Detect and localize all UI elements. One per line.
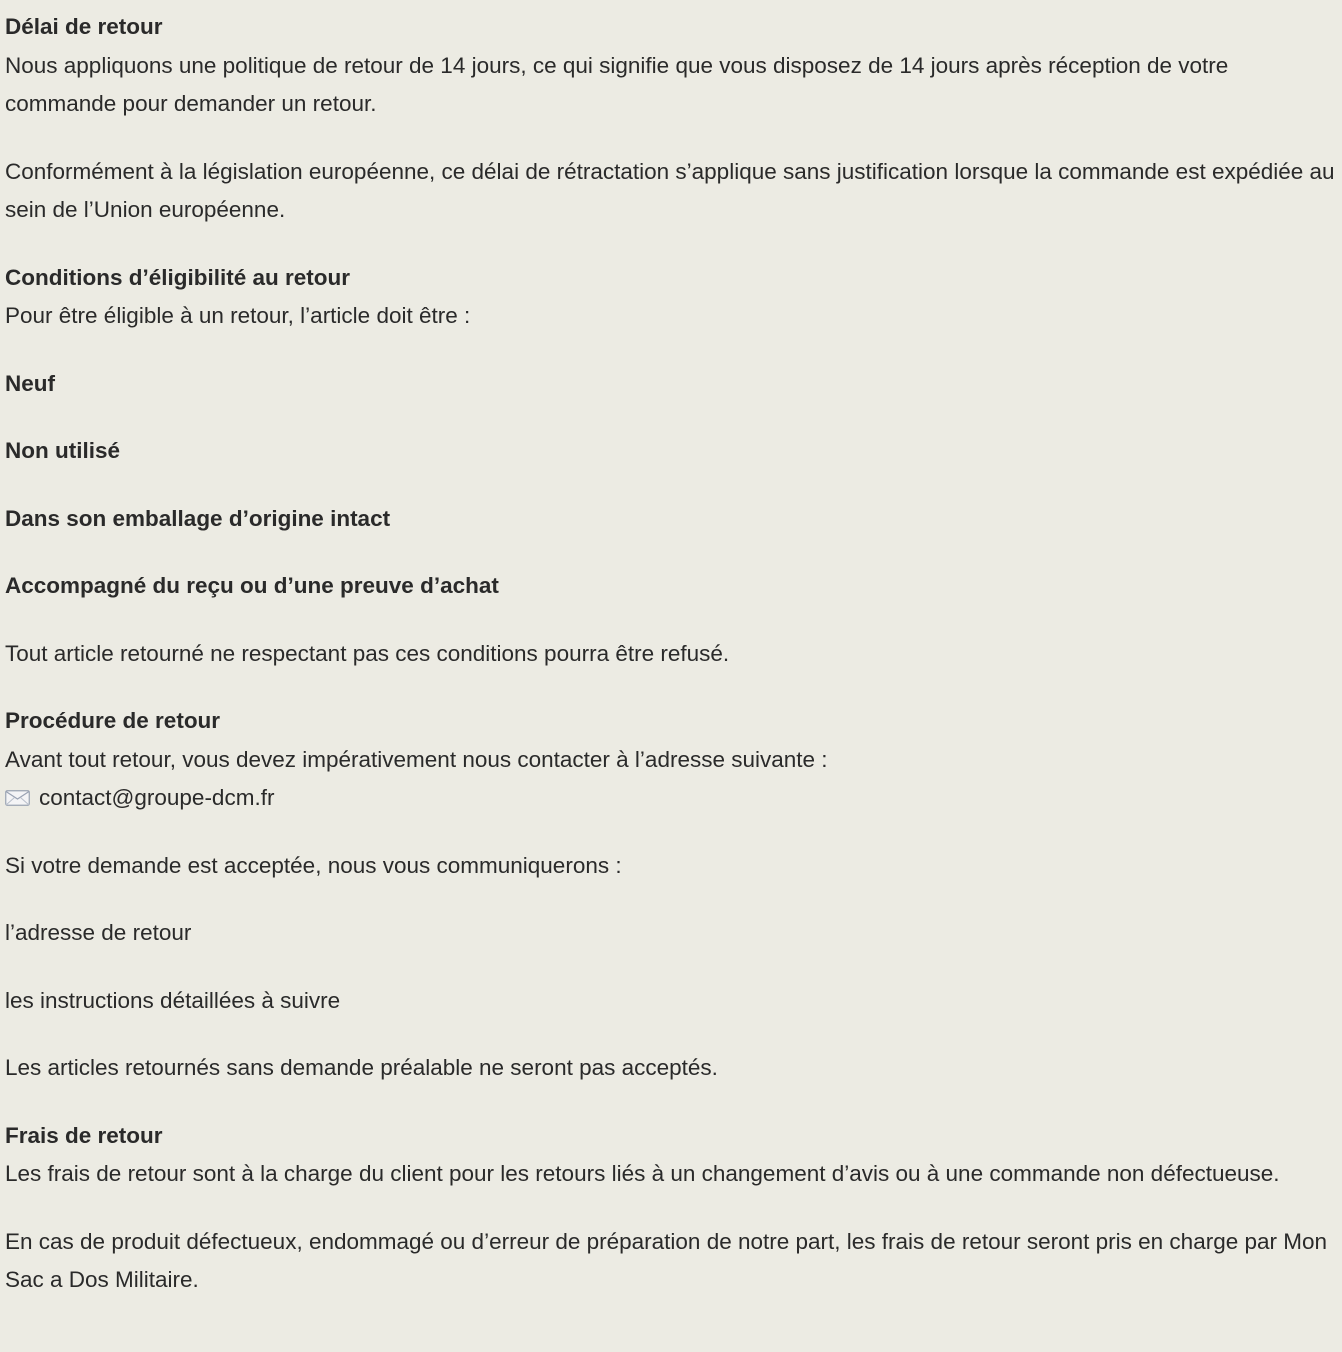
section-heading-delai: Délai de retour <box>5 14 163 39</box>
frais-paragraph-1: Les frais de retour sont à la charge du client pour les retours liés à un changement d’avis ou à une commande non défectueuse. <box>5 1161 1280 1186</box>
frais-block <box>5 1117 1337 1194</box>
procedure-block <box>5 702 1337 818</box>
section-heading-conditions: Conditions d’éligibilité au retour <box>5 264 351 290</box>
contact-email[interactable]: contact@groupe-dcm.fr <box>39 785 275 810</box>
procedure-intro: Avant tout retour, vous devez impérativement nous contacter à l’adresse suivante : <box>5 746 828 772</box>
conditions-note: Tout article retourné ne respectant pas ces conditions pourra être refusé. <box>5 640 730 666</box>
delai-paragraph-1: Nous appliquons une politique de retour de 14 jours, ce qui signifie que vous disposez de 14 jours après réception de votre commande pour demander un retour. <box>5 52 1229 116</box>
delai-paragraph-2: Conformément à la législation européenne, ce délai de rétractation s’applique sans justification lorsque la commande est expédiée au sein de l’Union européenne. <box>5 158 1335 222</box>
envelope-icon <box>5 790 30 806</box>
section-heading-frais: Frais de retour <box>5 1122 163 1148</box>
procedure-item: l’adresse de retour <box>5 920 192 945</box>
condition-item: Dans son emballage d’origine intact <box>5 505 391 531</box>
condition-item: Neuf <box>5 370 55 396</box>
procedure-item: les instructions détaillées à suivre <box>5 987 341 1013</box>
procedure-note: Les articles retournés sans demande préalable ne seront pas acceptés. <box>5 1055 718 1080</box>
conditions-block <box>5 259 1337 336</box>
section-heading-procedure: Procédure de retour <box>5 708 221 733</box>
condition-item: Accompagné du reçu ou d’une preuve d’achat <box>5 573 499 598</box>
frais-paragraph-2: En cas de produit défectueux, endommagé ou d’erreur de préparation de notre part, les frais de retour seront pris en charge par Mon Sac a Dos Militaire. <box>5 1228 1328 1292</box>
condition-item: Non utilisé <box>5 438 121 463</box>
delai-block <box>5 8 1337 124</box>
procedure-accepted: Si votre demande est acceptée, nous vous communiquerons : <box>5 852 622 878</box>
conditions-intro: Pour être éligible à un retour, l’article doit être : <box>5 303 471 328</box>
